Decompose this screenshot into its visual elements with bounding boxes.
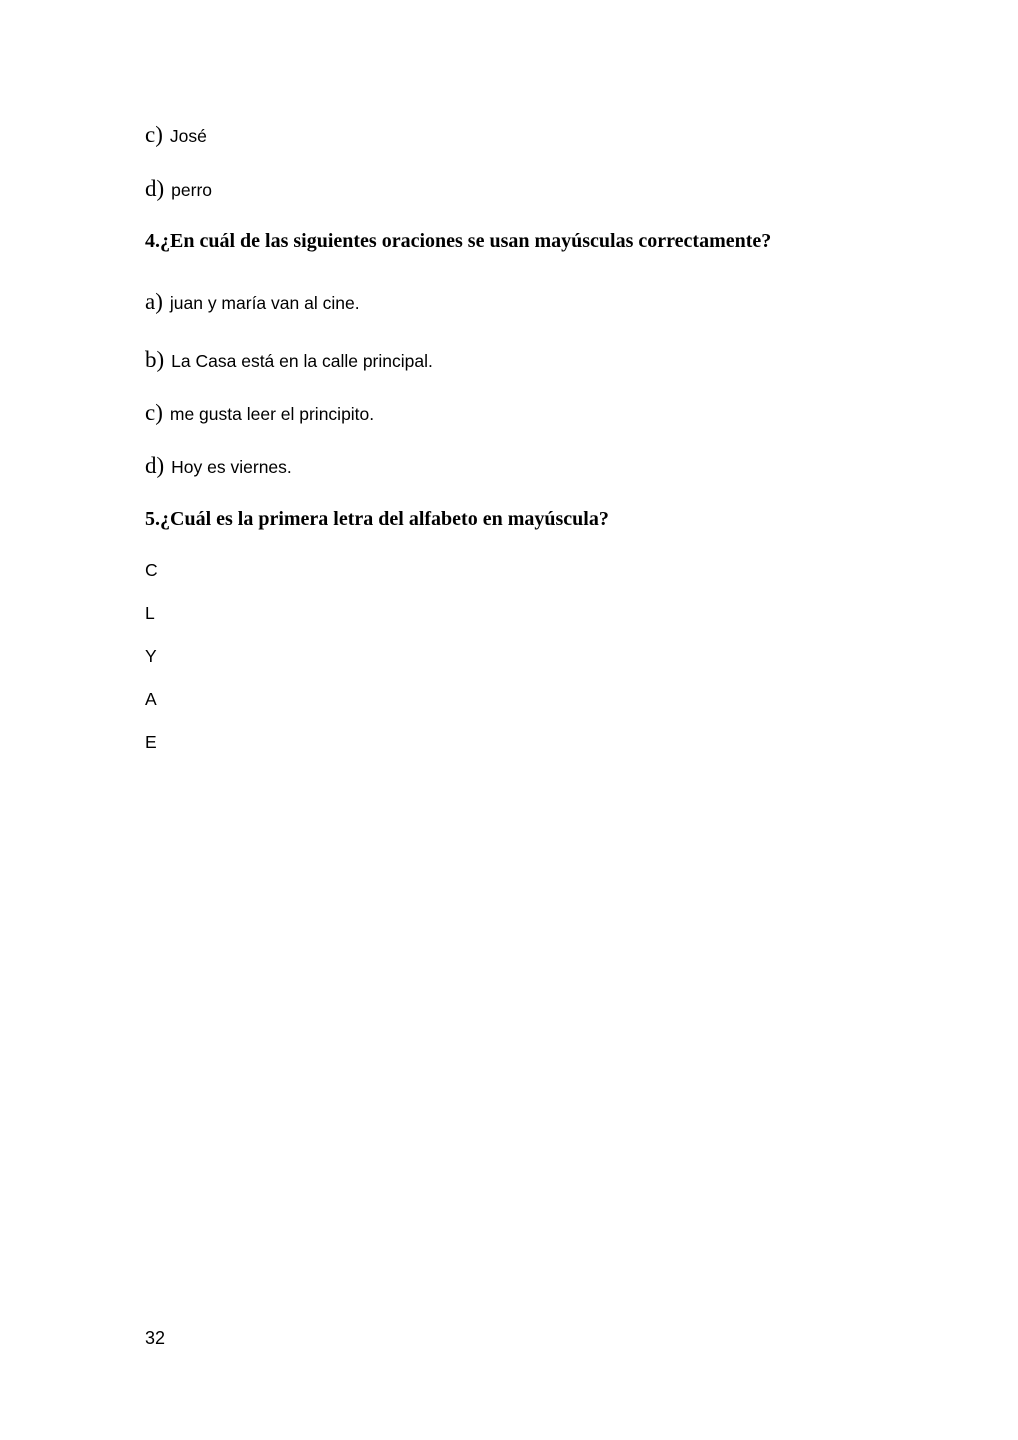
q3-option-d xyxy=(145,176,212,202)
q5-option-1: C xyxy=(145,560,158,580)
option-text: perro xyxy=(171,180,213,200)
option-text: José xyxy=(169,126,207,146)
page-number: 32 xyxy=(145,1328,166,1348)
q5-option-5: E xyxy=(145,732,157,752)
option-letter: c) xyxy=(145,400,163,425)
question-4-heading: 4.¿En cuál de las siguientes oraciones se usan mayúsculas correctamente? xyxy=(145,230,772,252)
q4-option-d xyxy=(145,453,292,479)
option-letter: d) xyxy=(145,176,165,201)
option-letter: c) xyxy=(145,122,163,147)
question-5-heading: 5.¿Cuál es la primera letra del alfabeto en mayúscula? xyxy=(145,508,609,530)
option-letter: d) xyxy=(145,453,165,478)
q4-option-b xyxy=(145,347,433,373)
option-letter: b) xyxy=(145,347,165,372)
q5-option-2: L xyxy=(145,603,155,623)
q5-option-4: A xyxy=(145,689,157,709)
q4-option-a xyxy=(145,289,360,315)
q5-option-3: Y xyxy=(145,646,157,666)
q4-option-c xyxy=(145,400,374,426)
option-letter: a) xyxy=(145,289,163,314)
q3-option-c xyxy=(145,122,207,148)
option-text: Hoy es viernes. xyxy=(171,457,292,477)
option-text: La Casa está en la calle principal. xyxy=(171,351,433,371)
option-text: me gusta leer el principito. xyxy=(169,404,375,424)
option-text: juan y maría van al cine. xyxy=(169,293,360,313)
